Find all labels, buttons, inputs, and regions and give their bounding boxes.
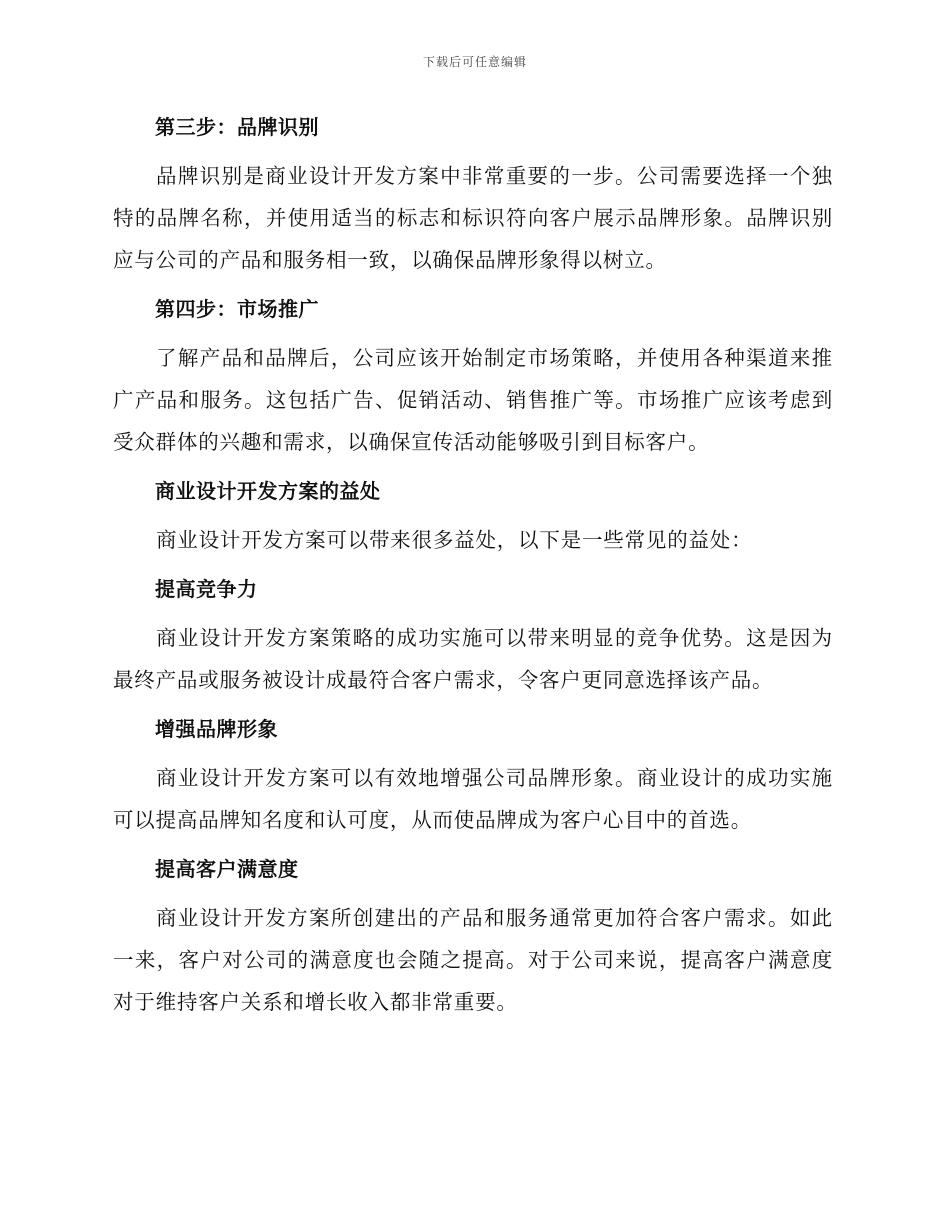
section-heading-competitiveness: 提高竞争力 xyxy=(155,577,258,601)
section-heading-customer-satisfaction: 提高客户满意度 xyxy=(155,857,299,881)
section-heading-benefits: 商业设计开发方案的益处 xyxy=(155,479,381,503)
section-heading-brand-image: 增强品牌形象 xyxy=(155,717,278,741)
section-paragraph-benefits: 商业设计开发方案可以带来很多益处，以下是一些常见的益处： xyxy=(156,528,753,552)
section-paragraph-customer-satisfaction: 商业设计开发方案所创建出的产品和服务通常更加符合客户需求。如此一来，客户对公司的满意度也会随之提高。对于公司来说，提高客户满意度对于维持客户关系和增长收入都非常重要。 xyxy=(113,906,833,1014)
section-paragraph-competitiveness: 商业设计开发方案策略的成功实施可以带来明显的竞争优势。这是因为最终产品或服务被设计成最符合客户需求，令客户更同意选择该产品。 xyxy=(113,626,833,692)
section-heading-brand-identity: 第三步：品牌识别 xyxy=(155,115,319,139)
document-body xyxy=(113,107,833,1031)
section-paragraph-brand-image: 商业设计开发方案可以有效地增强公司品牌形象。商业设计的成功实施可以提高品牌知名度和认可度，从而使品牌成为客户心目中的首选。 xyxy=(113,766,833,832)
section-paragraph-brand-identity: 品牌识别是商业设计开发方案中非常重要的一步。公司需要选择一个独特的品牌名称，并使用适当的标志和标识符向客户展示品牌形象。品牌识别应与公司的产品和服务相一致，以确保品牌形象得以树立。 xyxy=(113,164,833,272)
page-header-note: 下载后可任意编辑 xyxy=(422,55,527,69)
section-paragraph-market-promotion: 了解产品和品牌后，公司应该开始制定市场策略，并使用各种渠道来推广产品和服务。这包括广告、促销活动、销售推广等。市场推广应该考虑到受众群体的兴趣和需求，以确保宣传活动能够吸引到目标客户。 xyxy=(113,346,833,454)
section-heading-market-promotion: 第四步：市场推广 xyxy=(155,297,319,321)
